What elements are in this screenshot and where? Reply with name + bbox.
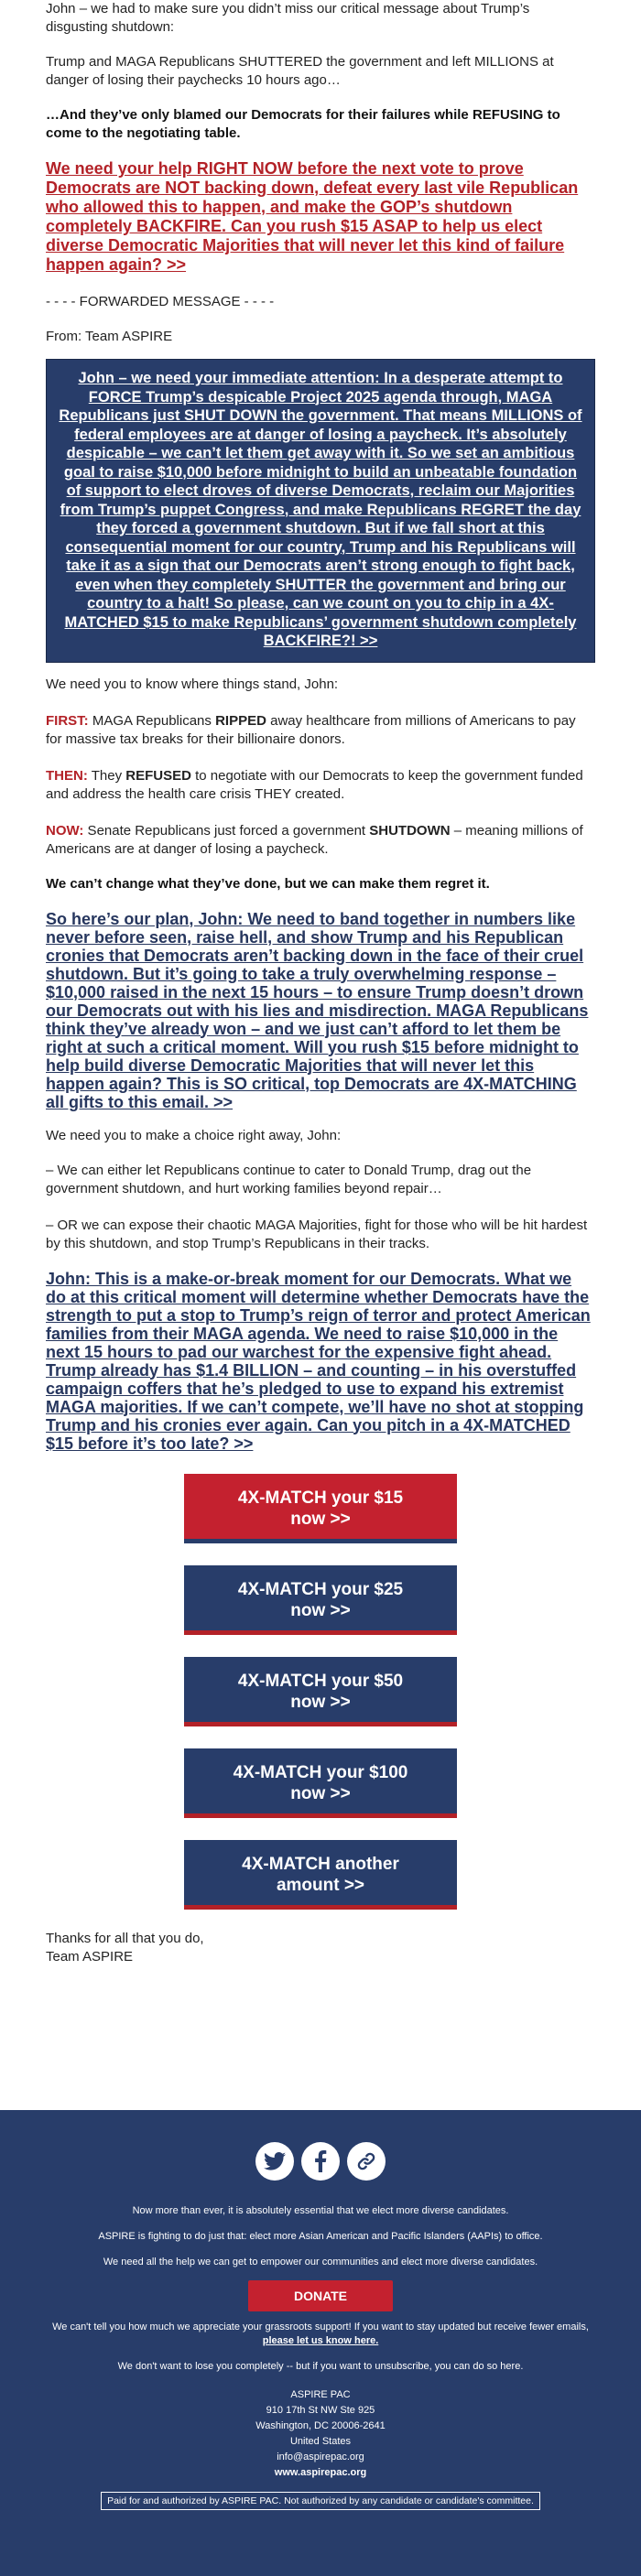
preferences-link[interactable]: please let us know here. <box>262 2335 379 2346</box>
first-text-c: away healthcare from millions of Americans to pay for massive tax breaks for their billionaire donors. <box>46 712 576 747</box>
donate-100-button[interactable] <box>184 1748 457 1818</box>
donate-15-wrap <box>46 1474 595 1543</box>
donate-15-button[interactable] <box>184 1474 457 1543</box>
regret-line: We can’t change what they’ve done, but we can make them regret it. <box>46 875 490 892</box>
donate-link-top[interactable]: We need your help RIGHT NOW before the next vote to prove Democrats are NOT backing down, defeat every last vile Republican who allowed this to happen, and make the GOP’s shutdown completely BACKFIRE. Can you rush $15 ASAP to help us elect diverse Democratic Majorities that will never let this kind of failure happen again? >> <box>46 159 579 274</box>
donate-50-wrap <box>46 1657 595 1726</box>
first-text-a: MAGA Republicans <box>88 712 216 729</box>
donate-other-wrap <box>46 1840 595 1910</box>
address-city: Washington, DC 20006-2641 <box>255 2420 386 2431</box>
address-country: United States <box>289 2436 352 2447</box>
facebook-icon[interactable] <box>301 2142 340 2181</box>
now-label: NOW: <box>46 822 84 839</box>
intro-blame: …And they’ve only blamed our Democrats for their failures while REFUSING to come to the negotiating table. <box>46 107 560 141</box>
donate-button[interactable]: DONATE <box>248 2280 393 2311</box>
footer-website[interactable]: www.aspirepac.org <box>274 2467 367 2478</box>
stand-line: We need you to know where things stand, John: <box>46 676 339 692</box>
donate-50-button[interactable] <box>184 1657 457 1726</box>
donate-100-label: 4X-MATCH your $100 <box>233 1762 408 1782</box>
donate-25-sub: now >> <box>290 1600 351 1620</box>
choice-line: We need you to make a choice right away, John: <box>46 1127 342 1143</box>
footer-mission-3: We need all the help we can get to empower our communities and elect more diverse candidates. <box>103 2257 538 2268</box>
donate-other-button[interactable] <box>184 1840 457 1910</box>
donate-100-sub: now >> <box>290 1783 351 1803</box>
donate-link-breaking[interactable]: John: This is a make-or-break moment for our Democrats. What we do at this critical moment will determine whether Democrats have the strength to put a stop to Trump’s reign of terror and protect American families from their MAGA agenda. We need to raise $10,000 in the next 15 hours to pad our warchest for the expensive fight ahead. Trump already has $1.4 BILLION – and counting – in his overstuffed campaign coffers that he’s pledged to use to expand his extremist MAGA majorities. If we can’t compete, we’ll have no shot at stopping Trump and his cronies ever again. Can you pitch in a 4X-MATCHED $15 before it’s too late? >> <box>46 1269 591 1453</box>
then-paragraph <box>46 767 595 804</box>
preferences-text: We can't tell you how much we appreciate your grassroots support! If you want to stay updated but receive fewer emails, <box>52 2322 589 2332</box>
footer-mission-1: Now more than ever, it is absolutely essential that we elect more diverse candidates. <box>132 2205 509 2216</box>
signoff-team: Team ASPIRE <box>46 1948 134 1964</box>
donate-15-label: 4X-MATCH your $15 <box>237 1488 404 1508</box>
donate-25-wrap <box>46 1565 595 1635</box>
donate-50-label: 4X-MATCH your $50 <box>237 1671 404 1691</box>
signoff-thanks: Thanks for all that you do, <box>46 1930 204 1946</box>
donate-other-label: 4X-MATCH another <box>242 1854 399 1874</box>
option-one: – We can either let Republicans continue to cater to Donald Trump, drag out the government shutdown, and hurt working families beyond repair… <box>46 1162 532 1196</box>
first-emphasis: RIPPED <box>215 712 266 729</box>
then-emphasis: REFUSED <box>125 767 191 784</box>
footer-preferences <box>0 2321 641 2348</box>
donate-25-label: 4X-MATCH your $25 <box>237 1579 404 1599</box>
now-text-c: – meaning millions of Americans are at danger of losing a paycheck. <box>46 822 583 857</box>
from-line: From: Team ASPIRE <box>46 329 173 344</box>
footer <box>0 2110 641 2576</box>
intro-greeting: John – we had to make sure you didn’t miss our critical message about Trump’s disgusting shutdown: <box>46 1 530 35</box>
twitter-icon[interactable] <box>255 2142 294 2181</box>
footer-unsubscribe[interactable]: We don't want to lose you completely -- but if you want to unsubscribe, you can do so here. <box>117 2361 524 2372</box>
then-label: THEN: <box>46 767 88 784</box>
donate-other-sub: amount >> <box>276 1875 365 1895</box>
donate-50-sub: now >> <box>290 1692 351 1712</box>
intro-shutdown: Trump and MAGA Republicans SHUTTERED the government and left MILLIONS at danger of losing their paychecks 10 hours ago… <box>46 54 554 88</box>
donate-15-sub: now >> <box>290 1509 351 1529</box>
address-org: ASPIRE PAC <box>290 2389 351 2400</box>
donate-link-plan[interactable]: So here’s our plan, John: We need to band together in numbers like never before seen, raise hell, and show Trump and his Republican cronies that Democrats aren’t backing down in the face of their cruel shutdown. But it’s going to take a truly overwhelming response – $10,000 raised in the next 15 hours – to ensure Trump doesn’t drown our Democrats out with his lies and misdirection. MAGA Republicans think they’ve already won – and we just can’t afford to let them be right at such a critical moment. Will you rush $15 before midnight to help build diverse Democratic Majorities that will never let this happen again? This is SO critical, top Democrats are 4X-MATCHING all gifts to this email. >> <box>46 909 589 1111</box>
forwarded-divider: - - - - FORWARDED MESSAGE - - - - <box>46 294 275 309</box>
address-street: 910 17th St NW Ste 925 <box>266 2405 375 2416</box>
then-text-c: to negotiate with our Democrats to keep the government funded and address the health care crisis THEY created. <box>46 767 583 802</box>
footer-email[interactable]: info@aspirepac.org <box>277 2452 364 2462</box>
social-links <box>0 2142 641 2181</box>
paid-for-disclaimer: Paid for and authorized by ASPIRE PAC. Not authorized by any candidate or candidate's committee. <box>101 2492 540 2510</box>
option-two: – OR we can expose their chaotic MAGA Majorities, fight for those who will be hit hardest by this shutdown, and stop Trump’s Republicans in their tracks. <box>46 1217 588 1251</box>
footer-mission-2: ASPIRE is fighting to do just that: elect more Asian American and Pacific Islanders (AAPIs) to office. <box>98 2231 543 2242</box>
callout-link[interactable]: John – we need your immediate attention: In a desperate attempt to FORCE Trump’s despicable Project 2025 agenda through, MAGA Republicans just SHUT DOWN the government. That means MILLIONS of federal employees are at danger of losing a paycheck. It’s absolutely despicable – we can’t let them get away with it. So we set an ambitious goal to raise $10,000 before midnight to build an unbeatable foundation of support to elect droves of diverse Democrats, reclaim our Majorities from Trump’s puppet Congress, and make Republicans REGRET the day they forced a government shutdown. But if we fall short at this consequential moment for our country, Trump and his Republicans will take it as a sign that our Democrats aren’t strong enough to fight back, even when they completely SHUTTER the government and bring our country to a halt! So please, can we count on you to chip in a 4X-MATCHED $15 to make Republicans’ government shutdown completely BACKFIRE?! >> <box>59 370 582 649</box>
link-icon[interactable] <box>347 2142 386 2181</box>
donate-100-wrap <box>46 1748 595 1818</box>
now-paragraph <box>46 822 595 859</box>
callout-box[interactable] <box>46 359 595 663</box>
first-paragraph <box>46 712 595 749</box>
then-text-a: They <box>87 767 126 784</box>
now-text-a: Senate Republicans just forced a government <box>83 822 370 839</box>
now-emphasis: SHUTDOWN <box>369 822 451 839</box>
first-label: FIRST: <box>46 712 89 729</box>
donate-25-button[interactable] <box>184 1565 457 1635</box>
